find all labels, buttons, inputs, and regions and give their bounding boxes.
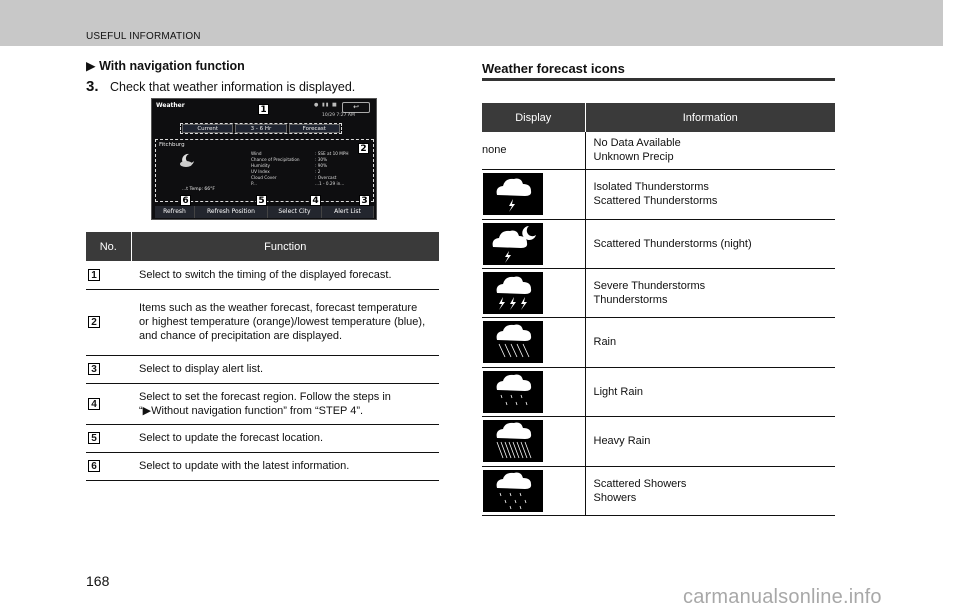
step-number: 3.	[86, 78, 99, 95]
step-text: Check that weather information is displayed.	[110, 80, 356, 94]
info-line: Light Rain	[593, 385, 644, 398]
function-text: Select to switch the timing of the displayed forecast.	[131, 261, 439, 289]
cloud-light-rain-icon	[483, 371, 543, 413]
info-line: Thunderstorms	[593, 293, 668, 306]
cloud-multi-lightning-icon	[483, 272, 543, 314]
cloud-showers-icon	[483, 470, 543, 512]
weather-icons-table	[482, 103, 835, 516]
number-box-1: 1	[88, 269, 100, 281]
info-line: Scattered Thunderstorms (night)	[593, 237, 752, 250]
city-name: Fitchburg	[159, 142, 185, 148]
watermark: carmanualsonline.info	[683, 586, 882, 608]
detail-value: : 90%	[315, 163, 328, 168]
page-number: 168	[86, 573, 110, 589]
cloud-heavy-rain-icon	[483, 420, 543, 462]
subheading-text: With navigation function	[99, 59, 245, 73]
detail-label: Cloud Cover	[251, 175, 277, 180]
table-row	[86, 261, 439, 289]
step	[86, 78, 355, 95]
back-icon: ↩	[342, 102, 370, 113]
number-box-2: 2	[88, 316, 100, 328]
detail-value: : 2	[315, 169, 321, 174]
weather-panel	[155, 139, 374, 202]
detail-label: P...	[251, 181, 257, 186]
status-icons: ● ▮▮ ■	[314, 102, 338, 108]
forecast-tabs	[180, 123, 342, 134]
title-rule	[482, 78, 835, 81]
refresh-button: Refresh	[155, 206, 195, 218]
tab-current: Current	[182, 124, 233, 133]
screen-date: 10/29 7:27 AM	[322, 113, 355, 118]
table-row	[482, 219, 835, 268]
function-text: Select to display alert list.	[131, 355, 439, 383]
table-row	[482, 367, 835, 416]
detail-label: UV Index	[251, 169, 270, 174]
table-row	[482, 268, 835, 317]
table-row	[482, 416, 835, 466]
callout-6: 6	[180, 195, 191, 206]
tab-3-6hr: 3 - 6 Hr	[235, 124, 286, 133]
column-header-no: No.	[86, 232, 131, 261]
table-row	[86, 355, 439, 383]
info-line: Isolated Thunderstorms	[593, 181, 709, 193]
header-bar	[0, 0, 943, 46]
weather-screen-image	[151, 98, 377, 220]
detail-label: Wind	[251, 151, 262, 156]
display-text: none	[482, 132, 585, 169]
number-box-6: 6	[88, 460, 100, 472]
table-row	[86, 424, 439, 452]
number-box-3: 3	[88, 363, 100, 375]
info-line: Showers	[593, 491, 637, 504]
table-row	[482, 169, 835, 219]
refresh-position-button: Refresh Position	[195, 206, 268, 218]
detail-label: Humidity	[251, 163, 270, 168]
table-row	[86, 452, 439, 480]
callout-4: 4	[310, 195, 321, 206]
detail-label: Chance of Precipitation	[251, 157, 300, 162]
function-text: Select to set the forecast region. Follow the steps in “▶Without navigation function” from “STEP 4”.	[131, 383, 439, 424]
table-row	[86, 383, 439, 424]
subheading	[86, 58, 245, 73]
table-row	[86, 289, 439, 355]
weather-details	[251, 151, 377, 187]
detail-value: ...1 - 0.29 in...	[315, 181, 345, 186]
info-line: Scattered Thunderstorms	[593, 195, 718, 207]
column-header-function: Function	[131, 232, 439, 261]
number-box-4: 4	[88, 398, 100, 410]
number-box-5: 5	[88, 432, 100, 444]
callout-5: 5	[256, 195, 267, 206]
callout-3: 3	[359, 195, 370, 206]
column-header-information: Information	[585, 103, 835, 132]
info-line: Scattered Showers	[593, 477, 687, 490]
info-line: Unknown Precip	[593, 151, 674, 164]
function-text: Items such as the weather forecast, forecast temperature or highest temperature (orange)/lowest temperature (blue), and chance of precipitation are displayed.	[131, 289, 439, 355]
section-title: USEFUL INFORMATION	[86, 31, 201, 42]
tab-forecast: Forecast	[289, 124, 340, 133]
callout-2: 2	[358, 143, 369, 154]
info-line: Severe Thunderstorms	[593, 279, 706, 292]
detail-value: : SSE at 10 MPH	[315, 151, 349, 156]
detail-value: : 30%	[315, 157, 328, 162]
table-row	[482, 317, 835, 367]
info-line: No Data Available	[593, 137, 681, 150]
cloud-lightning-icon	[483, 173, 543, 215]
function-text: Select to update the forecast location.	[131, 424, 439, 452]
moon-cloud-icon	[180, 152, 196, 168]
select-city-button: Select City	[268, 206, 322, 218]
table-row	[482, 466, 835, 515]
info-line: Rain	[593, 336, 617, 348]
info-line: Heavy Rain	[593, 435, 651, 447]
function-table	[86, 232, 439, 481]
weather-icons-title: Weather forecast icons	[482, 61, 625, 76]
column-header-display: Display	[482, 103, 585, 132]
screen-title: Weather	[156, 102, 185, 109]
table-row	[482, 132, 835, 169]
detail-value: : Overcast	[315, 175, 337, 180]
alert-list-button: Alert List	[322, 206, 374, 218]
moon-cloud-lightning-icon	[483, 223, 543, 265]
temperature: ...t Temp: 66°F	[182, 187, 215, 192]
screen-buttons	[155, 206, 374, 218]
arrow-right-icon: ▶	[86, 59, 96, 73]
function-text: Select to update with the latest information.	[131, 452, 439, 480]
callout-1: 1	[258, 104, 269, 115]
cloud-rain-icon	[483, 321, 543, 363]
